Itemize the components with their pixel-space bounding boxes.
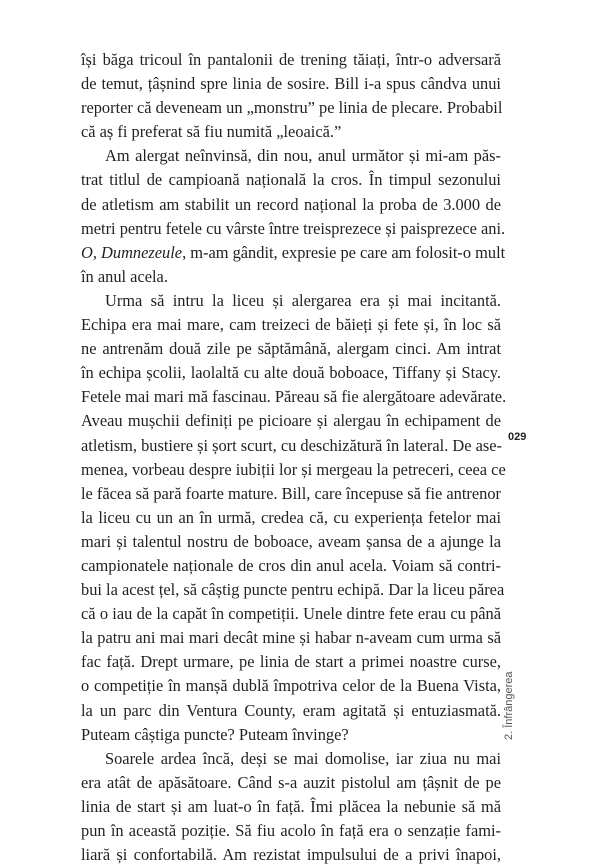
text-line: pun în această poziție. Să fiu acolo în față era o senzație fami- — [81, 821, 501, 840]
chapter-running-head: 2. Înfrângerea — [503, 671, 515, 740]
text-line: Fetele mai mari mă fascinau. Păreau să fie alergătoare adevărate. — [81, 387, 507, 407]
paragraph-first-line: Soarele ardea încă, deși se mai domolise, iar ziua nu mai — [105, 748, 501, 768]
text-line: mari și talentul nostru de boboace, aveam șansa de a ajunge la — [81, 531, 501, 551]
text-line: își băga tricoul în pantalonii de trening tăiați, într-o adversară — [81, 50, 501, 69]
text-line: bui la acest țel, să câștig puncte pentru echipă. Dar la liceu părea — [81, 580, 505, 600]
text-line: de temut, țâșnind spre linia de sosire. Bill i-a spus cândva unui — [81, 74, 501, 94]
text-line: menea, vorbeau despre iubiții lor și mergeau la petreceri, ceea ce — [81, 459, 506, 479]
text-line — [81, 241, 506, 265]
text-line: Aveau mușchii definiți pe picioare și alergau în echipament de — [81, 411, 501, 431]
text-line: ne antrenăm două zile pe săptămână, alergam cinci. Am intrat — [81, 339, 501, 359]
text-line: la un parc din Ventura County, eram agitată și entuziasmată. — [81, 700, 501, 720]
text-line: în anul acela. — [81, 266, 168, 286]
text-line: metri pentru fetele cu vârste între treisprezece și paisprezece ani. — [81, 218, 506, 238]
paragraph-first-line: Urma să intru la liceu și alergarea era și mai incitantă. — [105, 290, 501, 310]
text-line: în echipa școlii, laolaltă cu alte două boboace, Tiffany și Stacy. — [81, 363, 501, 383]
text-line: le făcea să pară foarte mature. Bill, care începuse să fie antrenor — [81, 483, 502, 503]
paragraph-first-line: Am alergat neînvinsă, din nou, anul următor și mi-am păs- — [105, 146, 501, 166]
text-line: campionatele naționale de cros din anul acela. Voiam să contri- — [81, 555, 501, 575]
text-line: că o iau de la capăt în competiții. Unele dintre fete erau cu până — [81, 604, 501, 624]
text-line: la patru ani mai mari decât mine și habar n-aveam cum urma să — [81, 628, 501, 648]
text-line: era atât de apăsătoare. Când s-a auzit pistolul am țâșnit de pe — [81, 772, 501, 792]
italic-phrase: O, Dumnezeule — [81, 242, 183, 262]
text-line: liară și confortabilă. Am rezistat impulsului de a privi înapoi, — [81, 845, 501, 865]
text-line-rest: , m-am gândit, expresie pe care am folosit-o mult — [182, 242, 506, 262]
text-line: reporter că deveneam un „monstru” pe linia de plecare. Probabil — [81, 98, 503, 118]
body-text — [81, 48, 507, 867]
text-line: atletism, bustiere și șort scurt, cu deschizătură în lateral. De ase- — [81, 435, 502, 455]
text-line: la liceu cu un an în urmă, credea că, cu experiența fetelor mai — [81, 507, 501, 527]
text-line: linia de start și am luat-o în față. Îmi plăcea la nebunie să mă — [81, 796, 501, 816]
page-number: 029 — [508, 431, 527, 443]
text-line: trat titlul de campioană națională la cros. În timpul sezonului — [81, 170, 501, 190]
text-line: Puteam câștiga puncte? Puteam învinge? — [81, 724, 349, 744]
text-line: că aș fi preferat să fiu numită „leoaică.” — [81, 122, 342, 142]
text-line: o competiție în manșă dublă împotriva celor de la Buena Vista, — [81, 676, 501, 696]
text-line: de atletism am stabilit un record național la proba de 3.000 de — [81, 194, 501, 214]
text-line: fac față. Drept urmare, pe linia de start a primei noastre curse, — [81, 652, 501, 672]
text-line: Echipa era mai mare, cam treizeci de băieți și fete și, în loc să — [81, 315, 501, 335]
